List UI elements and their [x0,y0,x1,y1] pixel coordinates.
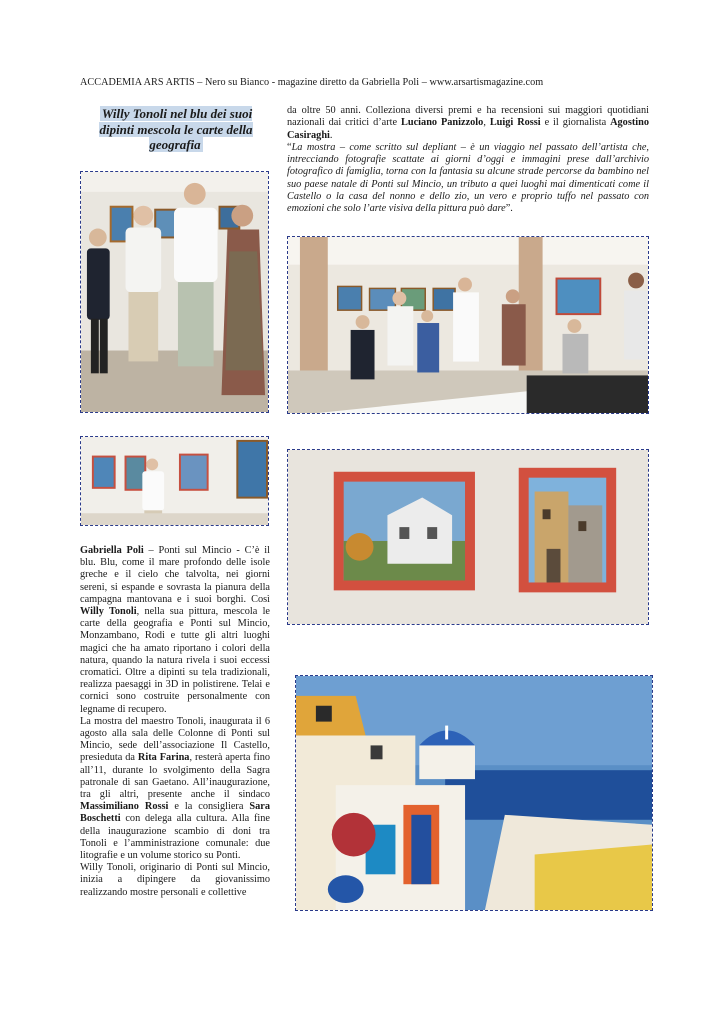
mayor-name: Massimiliano Rossi [80,801,169,813]
intro-paragraph: da oltre 50 anni. Colleziona diversi premi e ha recensioni sui maggiori quotidiani nazionali dai critici d’arte Luciano Panizzolo, Luigi Rossi e il giornalista Agostino Casiraghi. [287,105,649,141]
photo-two-paintings [287,449,649,625]
paragraph-2: La mostra del maestro Tonoli, inaugurata il 6 agosto alla sala delle Colonne di Ponti sul Mincio, sede dell’associazione Il Castello, presieduta da Rita Farina, resterà aperta fino all’11, durante lo svolgimento della Sagra patronale di san Gaetano. All’inaugurazione, tra gli altri, presente anche il sindaco Massimiliano Rossi e la consigliera Sara Boschetti con delega alla cultura. Alla fine della inaugurazione scambio di doni tra Tonoli e l’amministrazione comunale: due litografie e un volume storico su Ponti. [80,715,270,862]
photo-artist-paintings [80,436,269,526]
paragraph-3: Willy Tonoli, originario di Ponti sul Mincio, inizia a dipingere da giovanissimo realizzando mostre personali e collettive [80,862,270,898]
page-header: ACCADEMIA ARS ARTIS – Nero su Bianco - magazine diretto da Gabriella Poli – www.arsartismagazine.com [80,77,544,88]
photo-exhibition-hall [287,236,649,414]
paragraph-1: Gabriella Poli – Ponti sul Mincio - C’è il blu. Blu, come il mare profondo delle isole greche e il cielo che talvolta, nei giorni sereni, si espande e sovrasta la pianura della campagna mantovana e i suoi borghi. Così Willy Tonoli, nella sua pittura, mescola le carte della geografia e Ponti sul Mincio, Monzambano, Rodi e tutte gli altri luoghi magici che ha amato riportano i colori della natura, quando la natura rivela i suoi eccessi cromatici. Oltre a dipinti su tela tradizionali, realizza paesaggi in 3D in polistirene. Telai e cornici sono costruite personalmente con legname di recupero. [80,545,270,715]
photo-santorini-painting [295,675,653,911]
quote-paragraph: “La mostra – come scritto sul depliant – è un viaggio nel passato dell’artista che, intrecciando fotografie scattate ai giorni d’oggi e immagini prese dall’archivio fotografico di famiglia, torna con la fantasia su alcune strade percorse da bambino nel suo paese natale di Ponti sul Mincio, un tributo a quei luoghi mai dimenticati come il Castello o la casa del nonno e dello zio, un vero e proprio tuffo nel passato con emozioni che solo l’arte visiva della pittura può dare”. [287,141,649,215]
author-name: Gabriella Poli [80,545,144,556]
councillor-name: Sara Boschetti [80,801,270,825]
critic-name: Luigi Rossi [489,117,541,129]
critic-name: Luciano Panizzolo [401,117,484,129]
article-text-left [80,545,270,899]
article-title: Willy Tonoli nel blu dei suoi dipinti mescola le carte della geografia [99,106,253,152]
artist-name: Willy Tonoli [80,606,137,618]
photo-group-portrait [80,171,269,413]
journalist-name: Agostino Casiraghi [287,117,649,141]
article-text-right [287,105,649,216]
president-name: Rita Farina [137,752,190,764]
